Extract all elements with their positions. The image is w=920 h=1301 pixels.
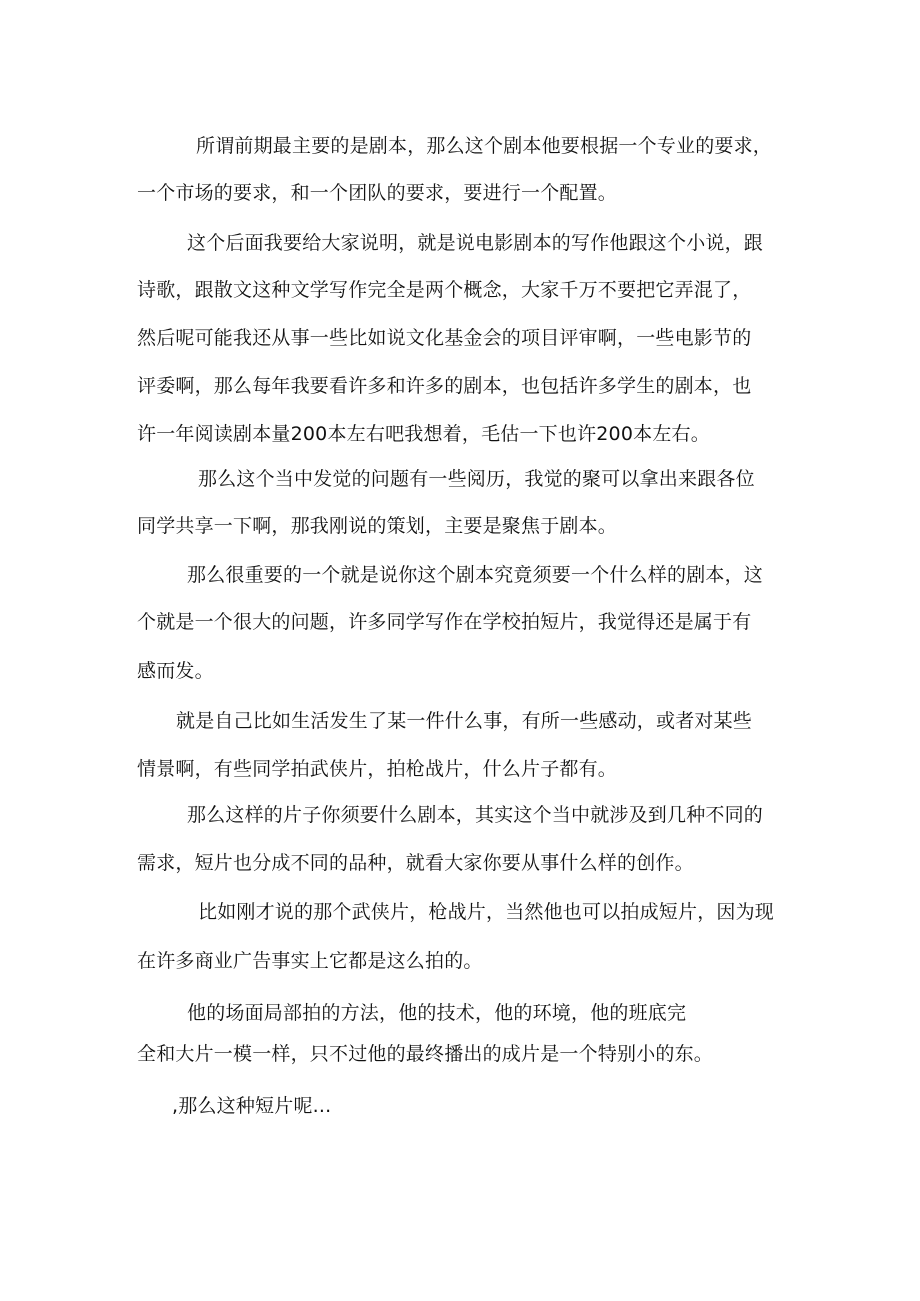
text-line: 那么这样的片子你须要什么剧本，其实这个当中就涉及到几种不同的 <box>187 804 764 826</box>
text-line: 一个市场的要求，和一个团队的要求，要进行一个配置。 <box>137 182 618 204</box>
text-line: 那么很重要的一个就是说你这个剧本究竟须要一个什么样的剧本，这 <box>187 564 764 586</box>
text-line: 许一年阅读剧本量200本左右吧我想着，毛估一下也许200本左右。 <box>137 423 710 445</box>
text-line: 全和大片一模一样，只不过他的最终播出的成片是一个特别小的东。 <box>137 1043 714 1065</box>
text-line: 感而发。 <box>137 660 214 682</box>
text-line: 就是自己比如生活发生了某一件什么事，有所一些感动，或者对某些 <box>176 710 753 732</box>
text-line: 那么这个当中发觉的问题有一些阅历，我觉的聚可以拿出来跟各位 <box>198 468 755 490</box>
text-line: 情景啊，有些同学拍武侠片，拍枪战片，什么片子都有。 <box>137 758 618 780</box>
text-line: 同学共享一下啊，那我刚说的策划，主要是聚焦于剧本。 <box>137 515 618 537</box>
text-line: 在许多商业广告事实上它都是这么拍的。 <box>137 950 483 972</box>
text-line: 需求，短片也分成不同的品种，就看大家你要从事什么样的创作。 <box>137 852 694 874</box>
text-line: 评委啊，那么每年我要看许多和许多的剧本，也包括许多学生的剧本，也 <box>137 375 752 397</box>
text-line: 然后呢可能我还从事一些比如说文化基金会的项目评审啊，一些电影节的 <box>137 327 752 349</box>
text-line: 个就是一个很大的问题，许多同学写作在学校拍短片，我觉得还是属于有 <box>137 611 752 633</box>
text-line: ,那么这种短片呢... <box>172 1095 332 1117</box>
text-line: 诗歌，跟散文这种文学写作完全是两个概念，大家千万不要把它弄混了， <box>137 279 752 301</box>
text-line: 所谓前期最主要的是剧本，那么这个剧本他要根据一个专业的要求， <box>196 135 773 157</box>
text-line: 他的场面局部拍的方法，他的技术，他的环境，他的班底完 <box>187 1002 687 1024</box>
text-line: 比如刚才说的那个武侠片，枪战片，当然他也可以拍成短片，因为现 <box>198 901 775 923</box>
text-line: 这个后面我要给大家说明，就是说电影剧本的写作他跟这个小说，跟 <box>187 232 764 254</box>
